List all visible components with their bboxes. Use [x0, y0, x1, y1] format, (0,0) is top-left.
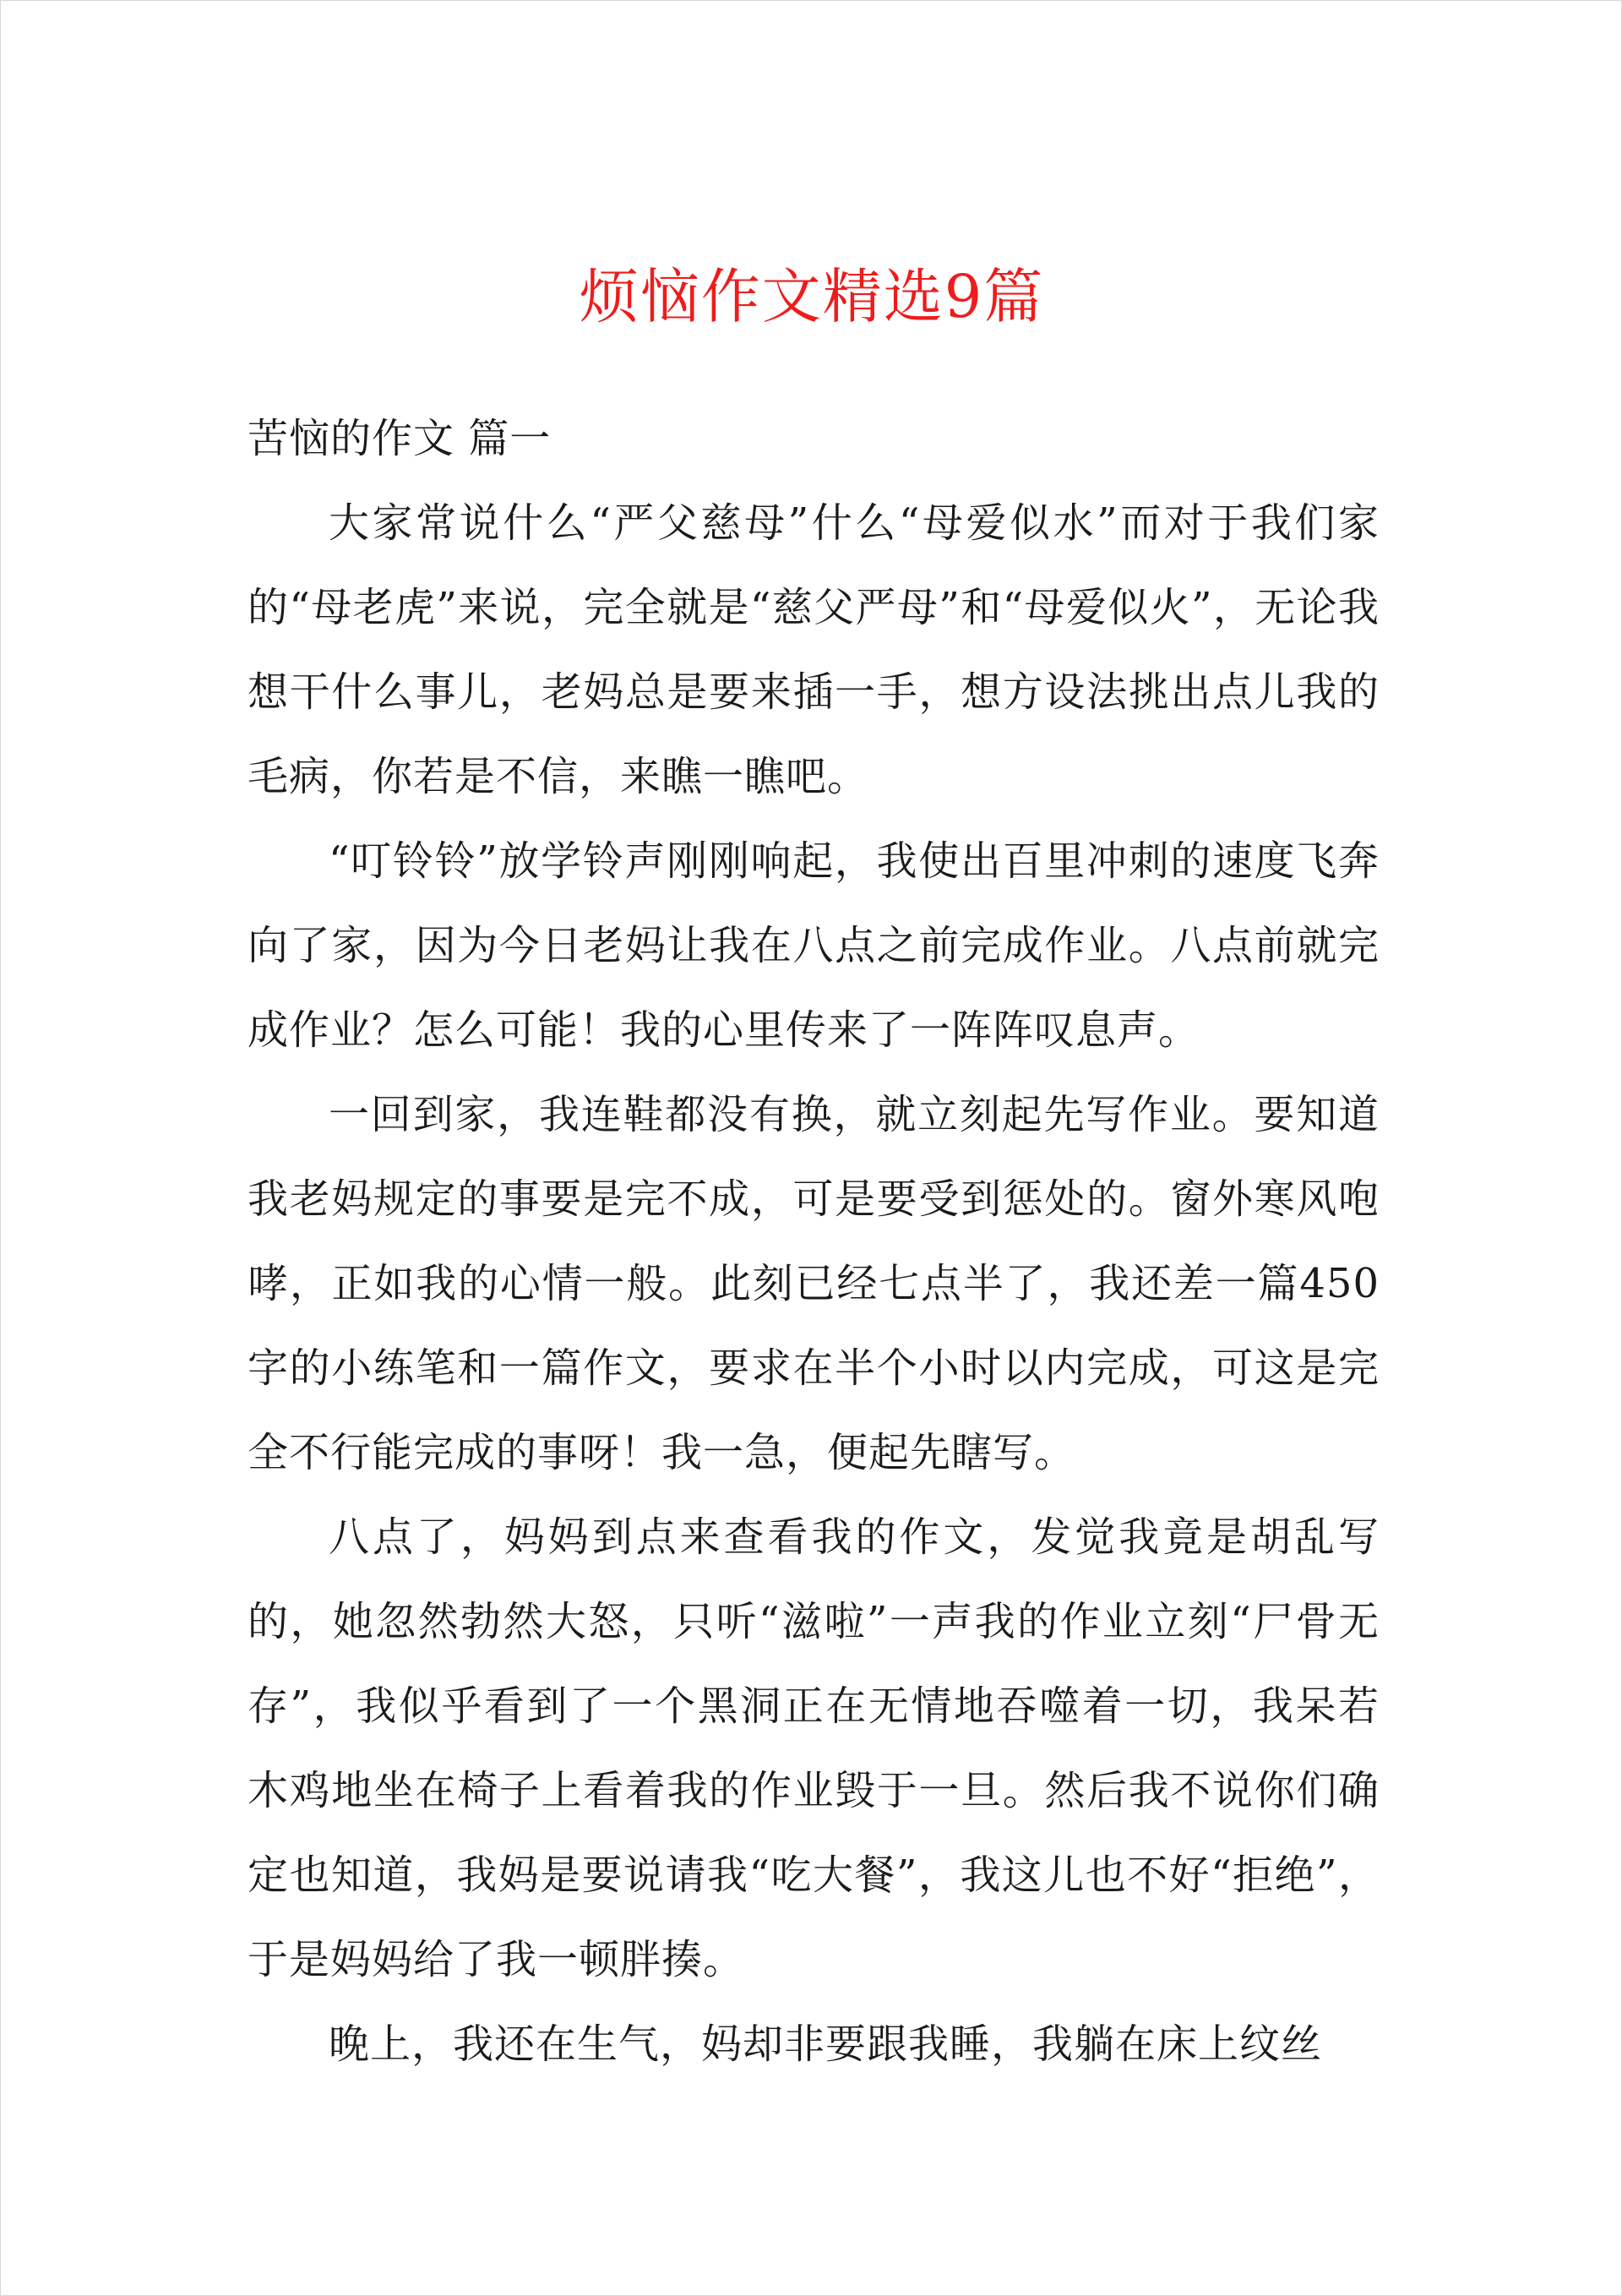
- paragraph: “叮铃铃”放学铃声刚刚响起，我使出百里冲刺的速度飞奔向了家，因为今日老妈让我在八点之前完成作业。八点前就完成作业？怎么可能！我的心里传来了一阵阵叹息声。: [248, 837, 1380, 1054]
- section-heading: 苦恼的作文 篇一: [248, 415, 552, 462]
- paragraph: 一回到家，我连鞋都没有换，就立刻起先写作业。要知道我老妈规定的事要是完不成，可是要受到惩处的。窗外寒风咆哮，正如我的心情一般。此刻已经七点半了，我还差一篇450字的小练笔和一篇作文，要求在半个小时以内完成，可这是完全不行能完成的事呀！我一急，便起先瞎写。: [248, 1091, 1380, 1476]
- document-body: [248, 396, 1380, 2086]
- document-title: 烦恼作文精选9篇: [579, 262, 1045, 331]
- paragraph: 晚上，我还在生气，妈却非要跟我睡，我躺在床上纹丝: [329, 2021, 1323, 2068]
- paragraph: 大家常说什么“严父慈母”什么“母爱似水”而对于我们家的“母老虎”来说，完全就是“慈父严母”和“母爱似火”，无论我想干什么事儿，老妈总是要来插一手，想方设法挑出点儿我的毛病，你若是不信，来瞧一瞧吧。: [248, 499, 1380, 800]
- paragraph: 八点了，妈妈到点来查看我的作文，发觉我竟是胡乱写的，她忽然勃然大怒，只听“滋啦”一声我的作业立刻“尸骨无存”，我似乎看到了一个黑洞正在无情地吞噬着一切，我呆若木鸡地坐在椅子上看着我的作业毁于一旦。然后我不说你们确定也知道，我妈是要说请我“吃大餐”，我这儿也不好“拒绝”，于是妈妈给了我一顿胖揍。: [248, 1513, 1380, 1983]
